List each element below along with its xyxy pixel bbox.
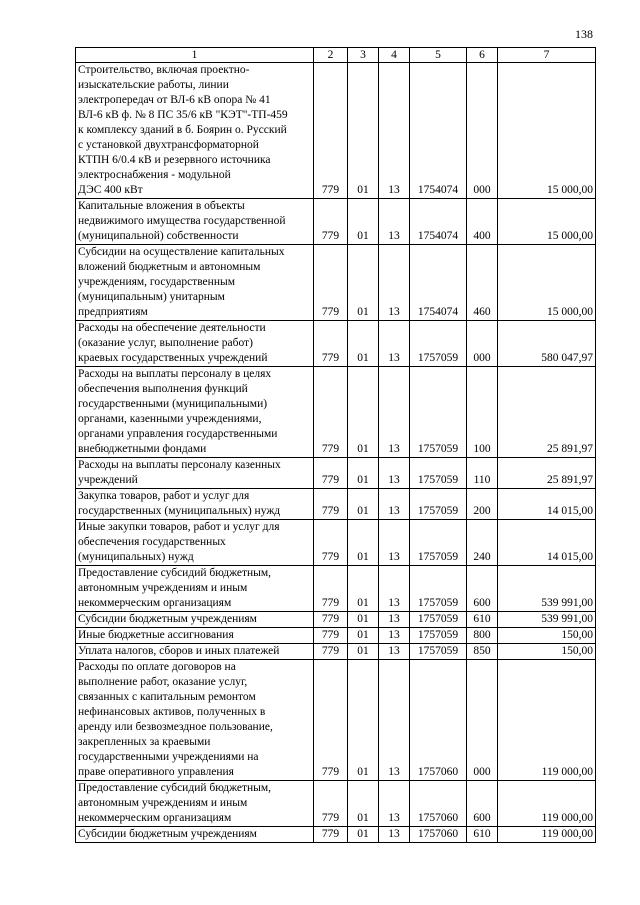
table-row [76, 321, 596, 367]
amount-cell: 25 891,97 [498, 458, 596, 489]
row-name-text: Субсидии на осуществление капитальных вложений бюджетным и автономным учреждениям, государственным (муниципальным) унитарным предприятиям [78, 246, 285, 318]
table-row [76, 781, 596, 827]
subsection-code-cell: 13 [379, 458, 410, 489]
amount-cell: 25 891,97 [498, 367, 596, 458]
amount-cell: 150,00 [498, 628, 596, 644]
subsection-code-cell: 13 [379, 566, 410, 612]
grbs-code-cell: 779 [314, 781, 348, 827]
row-name-cell [76, 644, 314, 660]
subsection-code-cell: 13 [379, 612, 410, 628]
target-article-cell: 1757060 [410, 781, 467, 827]
expense-type-cell: 600 [467, 781, 498, 827]
subsection-code-cell: 13 [379, 63, 410, 199]
row-name-text: Закупка товаров, работ и услуг для государственных (муниципальных) нужд [78, 490, 281, 517]
row-name-text: Уплата налогов, сборов и иных платежей [78, 645, 280, 657]
amount-cell: 14 015,00 [498, 520, 596, 566]
amount-cell: 14 015,00 [498, 489, 596, 520]
grbs-code-cell: 779 [314, 63, 348, 199]
section-code-cell: 01 [348, 644, 379, 660]
column-header: 2 [314, 48, 348, 63]
row-name-cell [76, 63, 314, 199]
subsection-code-cell: 13 [379, 827, 410, 843]
row-name-text: Расходы на обеспечение деятельности (оказание услуг, выполнение работ) краевых государственных учреждений [78, 322, 268, 364]
target-article-cell: 1757060 [410, 827, 467, 843]
table-row [76, 566, 596, 612]
target-article-cell: 1754074 [410, 245, 467, 321]
expense-type-cell: 110 [467, 458, 498, 489]
target-article-cell: 1757059 [410, 520, 467, 566]
subsection-code-cell: 13 [379, 321, 410, 367]
expense-type-cell: 610 [467, 612, 498, 628]
amount-cell: 119 000,00 [498, 827, 596, 843]
row-name-text: Субсидии бюджетным учреждениям [78, 828, 257, 840]
row-name-cell [76, 245, 314, 321]
table-row [76, 199, 596, 245]
table-row [76, 458, 596, 489]
column-header: 7 [498, 48, 596, 63]
amount-cell: 15 000,00 [498, 245, 596, 321]
row-name-cell [76, 781, 314, 827]
expense-type-cell: 600 [467, 566, 498, 612]
row-name-text: Предоставление субсидий бюджетным, автономным учреждениям и иным некоммерческим организациям [78, 782, 272, 824]
table-header-row [76, 48, 596, 63]
page-number: 138 [575, 27, 593, 41]
row-name-text: Строительство, включая проектно- изыскательские работы, линии электропередач от ВЛ-6 кВ опора № 41 ВЛ-6 кВ ф. № 8 ПС 35/6 кВ "КЭТ"-ТП-459 к комплексу зданий в б. Боярин о. Русский с установкой двухтрансформаторной КТПН 6/0.4 кВ и резервного источника электроснабжения - модульной ДЭС 400 кВт [78, 64, 288, 196]
target-article-cell: 1757059 [410, 458, 467, 489]
row-name-cell [76, 628, 314, 644]
row-name-cell [76, 489, 314, 520]
grbs-code-cell: 779 [314, 489, 348, 520]
table-row [76, 827, 596, 843]
subsection-code-cell: 13 [379, 199, 410, 245]
column-header: 6 [467, 48, 498, 63]
expense-type-cell: 000 [467, 63, 498, 199]
grbs-code-cell: 779 [314, 245, 348, 321]
row-name-text: Расходы на выплаты персоналу в целях обеспечения выполнения функций государственными (муниципальными) органами, казенными учреждениями, органами управления государственными внебюджетными фондами [78, 368, 278, 455]
table-row [76, 644, 596, 660]
grbs-code-cell: 779 [314, 644, 348, 660]
target-article-cell: 1757059 [410, 628, 467, 644]
row-name-cell [76, 321, 314, 367]
expense-type-cell: 610 [467, 827, 498, 843]
section-code-cell: 01 [348, 367, 379, 458]
table-row [76, 612, 596, 628]
budget-table [75, 47, 596, 843]
section-code-cell: 01 [348, 321, 379, 367]
grbs-code-cell: 779 [314, 367, 348, 458]
table-row [76, 367, 596, 458]
amount-cell: 580 047,97 [498, 321, 596, 367]
table-row [76, 63, 596, 199]
expense-type-cell: 200 [467, 489, 498, 520]
target-article-cell: 1757059 [410, 489, 467, 520]
target-article-cell: 1757059 [410, 321, 467, 367]
table-row [76, 660, 596, 781]
grbs-code-cell: 779 [314, 458, 348, 489]
grbs-code-cell: 779 [314, 827, 348, 843]
section-code-cell: 01 [348, 566, 379, 612]
subsection-code-cell: 13 [379, 489, 410, 520]
section-code-cell: 01 [348, 612, 379, 628]
row-name-cell [76, 520, 314, 566]
expense-type-cell: 800 [467, 628, 498, 644]
row-name-cell [76, 612, 314, 628]
amount-cell: 119 000,00 [498, 660, 596, 781]
expense-type-cell: 100 [467, 367, 498, 458]
grbs-code-cell: 779 [314, 612, 348, 628]
row-name-text: Иные закупки товаров, работ и услуг для обеспечения государственных (муниципальных) нужд [78, 521, 280, 563]
row-name-text: Капитальные вложения в объекты недвижимого имущества государственной (муниципальной) собственности [78, 200, 286, 242]
table-row [76, 245, 596, 321]
row-name-cell [76, 458, 314, 489]
amount-cell: 539 991,00 [498, 612, 596, 628]
subsection-code-cell: 13 [379, 367, 410, 458]
subsection-code-cell: 13 [379, 520, 410, 566]
row-name-text: Субсидии бюджетным учреждениям [78, 613, 257, 625]
column-header: 1 [76, 48, 314, 63]
column-header: 5 [410, 48, 467, 63]
row-name-cell [76, 566, 314, 612]
subsection-code-cell: 13 [379, 660, 410, 781]
section-code-cell: 01 [348, 63, 379, 199]
table-row [76, 520, 596, 566]
row-name-cell [76, 827, 314, 843]
section-code-cell: 01 [348, 827, 379, 843]
subsection-code-cell: 13 [379, 781, 410, 827]
target-article-cell: 1757059 [410, 566, 467, 612]
row-name-text: Расходы по оплате договоров на выполнение работ, оказание услуг, связанных с капитальным ремонтом нефинансовых активов, полученных в аренду или безвозмездное пользование, закрепленных за краевыми государственными учреждениями на праве оперативного управления [78, 661, 273, 778]
grbs-code-cell: 779 [314, 520, 348, 566]
target-article-cell: 1757059 [410, 367, 467, 458]
row-name-text: Предоставление субсидий бюджетным, автономным учреждениям и иным некоммерческим организациям [78, 567, 272, 609]
grbs-code-cell: 779 [314, 199, 348, 245]
section-code-cell: 01 [348, 458, 379, 489]
grbs-code-cell: 779 [314, 566, 348, 612]
column-header: 4 [379, 48, 410, 63]
expense-type-cell: 850 [467, 644, 498, 660]
target-article-cell: 1757059 [410, 612, 467, 628]
section-code-cell: 01 [348, 628, 379, 644]
section-code-cell: 01 [348, 660, 379, 781]
expense-type-cell: 240 [467, 520, 498, 566]
expense-type-cell: 400 [467, 199, 498, 245]
row-name-cell [76, 199, 314, 245]
row-name-cell [76, 660, 314, 781]
expense-type-cell: 460 [467, 245, 498, 321]
section-code-cell: 01 [348, 520, 379, 566]
table-body [76, 63, 596, 843]
target-article-cell: 1754074 [410, 63, 467, 199]
amount-cell: 15 000,00 [498, 63, 596, 199]
expense-type-cell: 000 [467, 660, 498, 781]
amount-cell: 150,00 [498, 644, 596, 660]
subsection-code-cell: 13 [379, 628, 410, 644]
grbs-code-cell: 779 [314, 321, 348, 367]
row-name-text: Иные бюджетные ассигнования [78, 629, 234, 641]
row-name-cell [76, 367, 314, 458]
subsection-code-cell: 13 [379, 644, 410, 660]
section-code-cell: 01 [348, 245, 379, 321]
column-header: 3 [348, 48, 379, 63]
grbs-code-cell: 779 [314, 660, 348, 781]
section-code-cell: 01 [348, 489, 379, 520]
expense-type-cell: 000 [467, 321, 498, 367]
amount-cell: 539 991,00 [498, 566, 596, 612]
target-article-cell: 1757059 [410, 644, 467, 660]
target-article-cell: 1754074 [410, 199, 467, 245]
subsection-code-cell: 13 [379, 245, 410, 321]
target-article-cell: 1757060 [410, 660, 467, 781]
amount-cell: 119 000,00 [498, 781, 596, 827]
section-code-cell: 01 [348, 781, 379, 827]
section-code-cell: 01 [348, 199, 379, 245]
row-name-text: Расходы на выплаты персоналу казенных учреждений [78, 459, 281, 486]
amount-cell: 15 000,00 [498, 199, 596, 245]
grbs-code-cell: 779 [314, 628, 348, 644]
table-row [76, 489, 596, 520]
table-row [76, 628, 596, 644]
